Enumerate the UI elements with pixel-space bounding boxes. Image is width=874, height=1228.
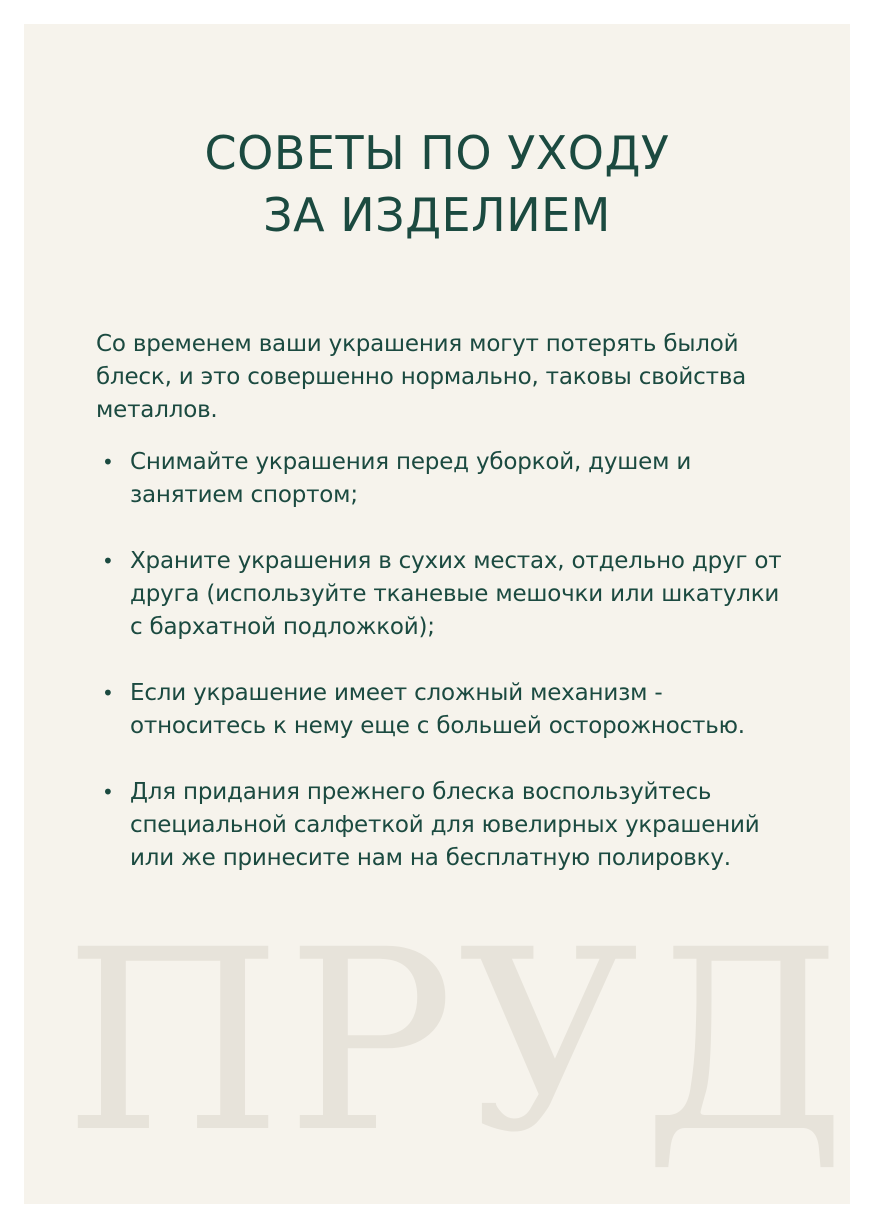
care-tip-text: Если украшение имеет сложный механизм - относитесь к нему еще с большей осторожностью. — [130, 680, 745, 739]
bullet-icon: • — [102, 780, 114, 804]
bullet-icon: • — [102, 681, 114, 705]
intro-paragraph: Со временем ваши украшения могут потерять былой блеск, и это совершенно нормально, таковы свойства металлов. — [96, 331, 747, 423]
page-title — [24, 122, 850, 246]
page-title-line-1: СОВЕТЫ ПО УХОДУ — [204, 126, 670, 180]
care-card — [24, 24, 850, 1204]
care-tip-storage — [98, 545, 798, 644]
bullet-icon: • — [102, 549, 114, 573]
care-tip-text: Для придания прежнего блеска воспользуйтесь специальной салфеткой для ювелирных украшений или же принесите нам на бесплатную полировку. — [130, 779, 760, 871]
page-title-line-2: ЗА ИЗДЕЛИЕМ — [263, 188, 611, 242]
care-tip-polish — [98, 776, 798, 875]
care-tip-mechanism — [98, 677, 798, 743]
care-tip-remove — [98, 446, 798, 512]
care-tips-list — [98, 446, 798, 908]
care-tip-text: Храните украшения в сухих местах, отдельно друг от друга (используйте тканевые мешочки или шкатулки с бархатной подложкой); — [130, 548, 782, 640]
care-tip-text: Снимайте украшения перед уборкой, душем и занятием спортом; — [130, 449, 692, 508]
brand-watermark: ПРУД — [64, 896, 850, 1187]
bullet-icon: • — [102, 450, 114, 474]
